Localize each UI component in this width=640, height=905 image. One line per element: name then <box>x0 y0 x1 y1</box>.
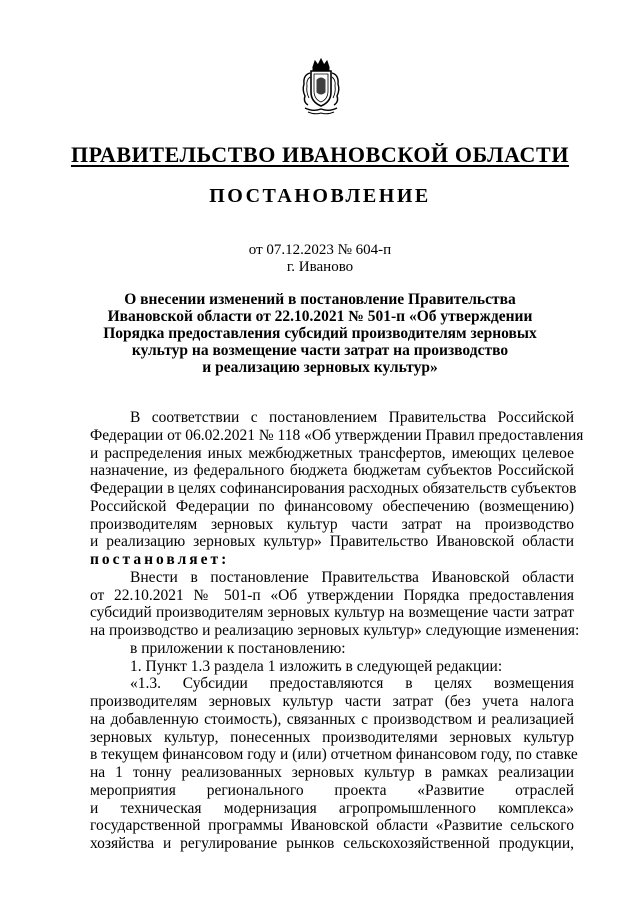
body-line: В соответствии с постановлением Правительства Российской <box>130 409 574 426</box>
body-line: назначение, из федерального бюджета бюджетам субъектов Российской <box>90 462 574 480</box>
city: г. Иваново <box>286 259 354 275</box>
body-line: государственной программы Ивановской области «Развитие сельского <box>90 817 574 835</box>
body-line: зерновых культур, понесенных производителями зерновых культур <box>90 728 574 746</box>
resolves-word: постановляет: <box>90 551 230 568</box>
body-line: Федерации от 06.02.2021 № 118 «Об утверждении Правил предоставления <box>90 426 584 444</box>
body-line: на производство и реализацию зерновых культур» следующие изменения: <box>90 622 580 639</box>
body-line: в приложении к постановлению: <box>130 639 346 657</box>
body-line: производителям зерновых культур части затрат (без учета налога <box>90 693 574 710</box>
body-line: и реализацию зерновых культур» Правительство Ивановской области <box>90 533 574 551</box>
document-type: ПОСТАНОВЛЕНИЕ <box>209 185 431 207</box>
organization-title: ПРАВИТЕЛЬСТВО ИВАНОВСКОЙ ОБЛАСТИ <box>70 142 570 167</box>
coat-of-arms-emblem <box>299 58 343 116</box>
date-number: от 07.12.2023 № 604-п <box>248 242 392 258</box>
document-meta <box>0 242 640 276</box>
body-line: Российской Федерации по финансовому обеспечению (возмещению) <box>90 497 574 515</box>
body-line: и распределения иных межбюджетных трансфертов, имеющих целевое <box>90 444 574 462</box>
body-line: субсидий производителям зерновых культур на возмещение части затрат <box>90 604 574 622</box>
body-line: «1.3. Субсидии предоставляются в целях возмещения <box>130 675 574 693</box>
subject-line: и реализацию зерновых культур» <box>202 359 438 376</box>
body-line: от 22.10.2021 № 501-п «Об утверждении Порядка предоставления <box>90 586 574 604</box>
body-line: хозяйства и регулирование рынков сельскохозяйственной продукции, <box>90 835 574 852</box>
document-body <box>90 409 584 853</box>
subject-line: Ивановской области от 22.10.2021 № 501-п «Об утверждении <box>107 308 533 325</box>
body-line: на 1 тонну реализованных зерновых культур в рамках реализации <box>90 764 574 781</box>
subject-line: культур на возмещение части затрат на производство <box>131 342 509 359</box>
body-line: производителям зерновых культур части затрат на производство <box>90 515 574 533</box>
document-subject <box>90 291 550 376</box>
subject-line: О внесении изменений в постановление Правительства <box>124 291 516 308</box>
body-line: мероприятия регионального проекта «Развитие отраслей <box>90 781 574 799</box>
body-line: Внести в постановление Правительства Ивановской области <box>130 568 574 586</box>
body-line: 1. Пункт 1.3 раздела 1 изложить в следующей редакции: <box>130 657 503 675</box>
body-line: на добавленную стоимость), связанных с производством и реализацией <box>90 710 574 728</box>
body-line: Федерации в целях софинансирования расходных обязательств субъектов <box>90 480 577 497</box>
body-line: в текущем финансовом году и (или) отчетном финансовом году, по ставке <box>90 746 578 764</box>
subject-line: Порядка предоставления субсидий производителям зерновых <box>103 325 537 342</box>
body-line: и техническая модернизация агропромышленного комплекса» <box>90 799 574 817</box>
